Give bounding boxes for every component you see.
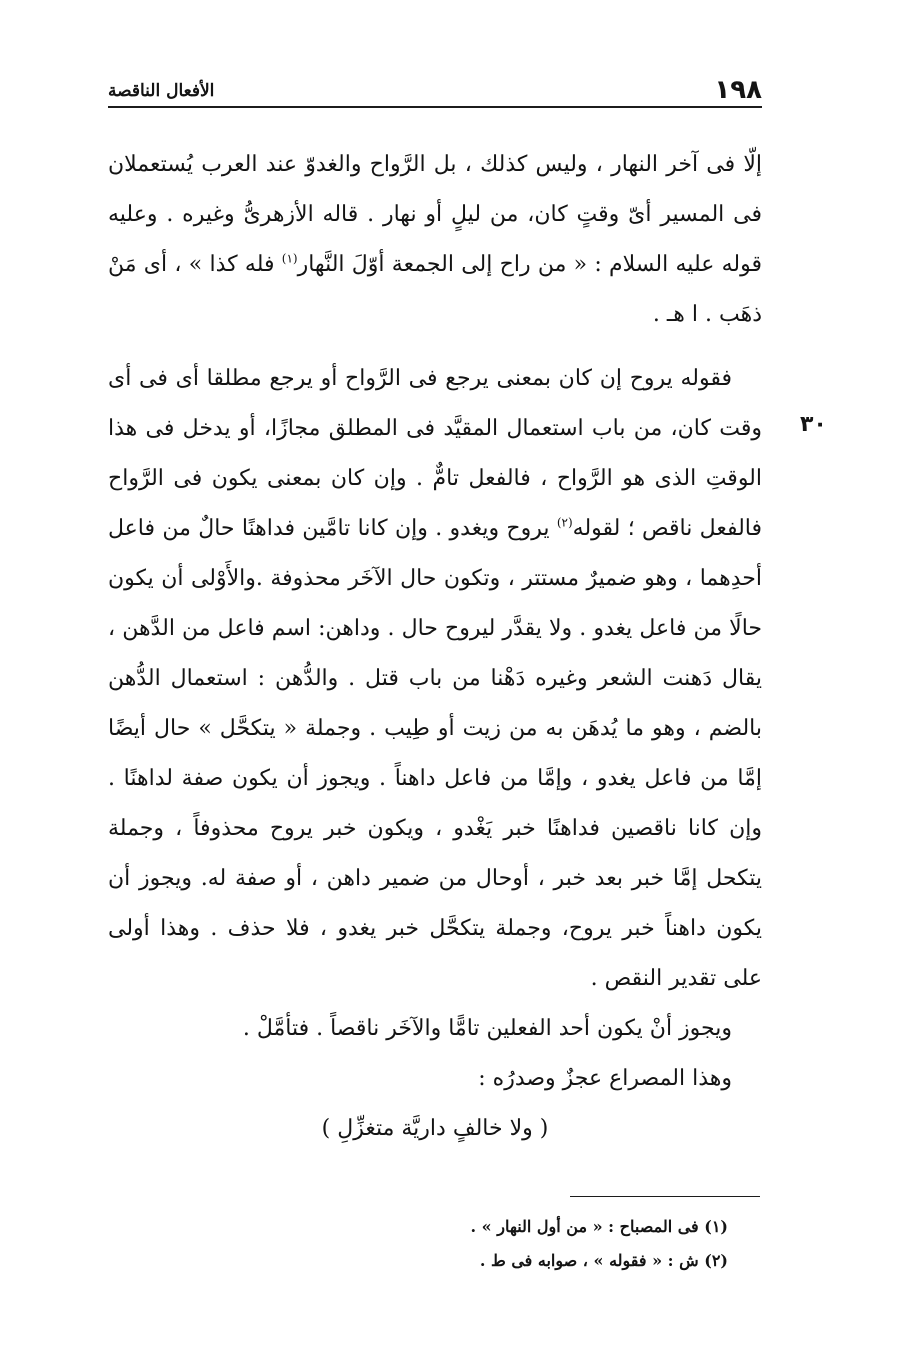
running-head [108, 72, 762, 108]
footnote: (١) فى المصباح : « من أول النهار » . [470, 1217, 728, 1236]
chapter-title: الأفعال الناقصة [108, 81, 215, 101]
paragraph: ويجوز أنْ يكون أحد الفعلين تامًّا والآخَر ناقصاً . فتأمَّلْ . [242, 1016, 732, 1041]
main-text [108, 140, 762, 1154]
footnote-ref: (٢) [556, 515, 573, 530]
verse-line: ( ولا خالفٍ داريَّة متغزِّلِ ) [321, 1116, 549, 1141]
paragraph-text: فقوله يروح إن كان بمعنى يرجع فى الرَّواح أو يرجع مطلقا أى فى أى وقت كان، من باب استعمال المقيَّد فى المطلق مجازًا، أو يدخل فى هذا الوقتِ الذى هو الرَّواح ، فالفعل تامٌّ . وإن كان بمعنى يكون فى الرَّواح فالفعل ناقص ؛ لقوله [108, 366, 762, 541]
footnotes [108, 1210, 728, 1278]
footnote: (٢) ش : « فقوله » ، صوابه فى ط . [479, 1251, 728, 1270]
footnote-rule [570, 1196, 760, 1197]
header-rule [108, 106, 762, 108]
paragraph [108, 354, 762, 1004]
page-number: ١٩٨ [714, 75, 762, 105]
paragraph [108, 140, 762, 340]
paragraph-text-tail: يروح ويغدو . وإن كانا تامَّين فداهنًا حالٌ من فاعل أحدِهما ، وهو ضميرٌ مستتر ، وتكون حال الآخَر محذوفة .والأَوْلى أن يكون حالًا من فاعل يغدو . ولا يقدَّر ليروح حال . وداهن: اسم فاعل من الدَّهن ، يقال دَهنت الشعر وغيره دَهْنا من باب قتل . والدُّهن : استعمال الدُّهن بالضم ، وهو ما يُدهَن به من زيت أو طِيب . وجملة « يتكحَّل » حال أيضًا إمَّا من فاعل يغدو ، وإمَّا من فاعل داهناً . ويجوز أن يكون صفة لداهنًا . وإن كانا ناقصين فداهنًا خبر يَغْدو ، ويكون خبر يروح محذوفاً ، وجملة يتكحل إمَّا خبر بعد خبر ، أوحال من ضمير داهن ، أو صفة له. ويجوز أن يكون داهناً خبر يروح، وجملة يتكحَّل خبر يغدو ، فلا حذف . وهذا أولى على تقدير النقص . [108, 516, 762, 991]
paragraph: وهذا المصراع عجزٌ وصدرُه : [478, 1066, 732, 1091]
paragraph-text: إلّا فى آخر النهار ، وليس كذلك ، بل الرَّواح والغدوّ عند العرب يُستعملان فى المسير أىّ وقتٍ كان، من ليلٍ أو نهار . قاله الأزهرىُّ وغيره . وعليه قوله عليه السلام : « من راح إلى الجمعة أوّلَ النَّهار [108, 152, 762, 277]
footnote-ref: (١) [281, 251, 298, 266]
paragraph-text-tail: فله كذا » ، أى مَنْ ذهَب . ا هـ . [108, 252, 762, 327]
margin-line-number: ٣٠ [800, 412, 827, 437]
